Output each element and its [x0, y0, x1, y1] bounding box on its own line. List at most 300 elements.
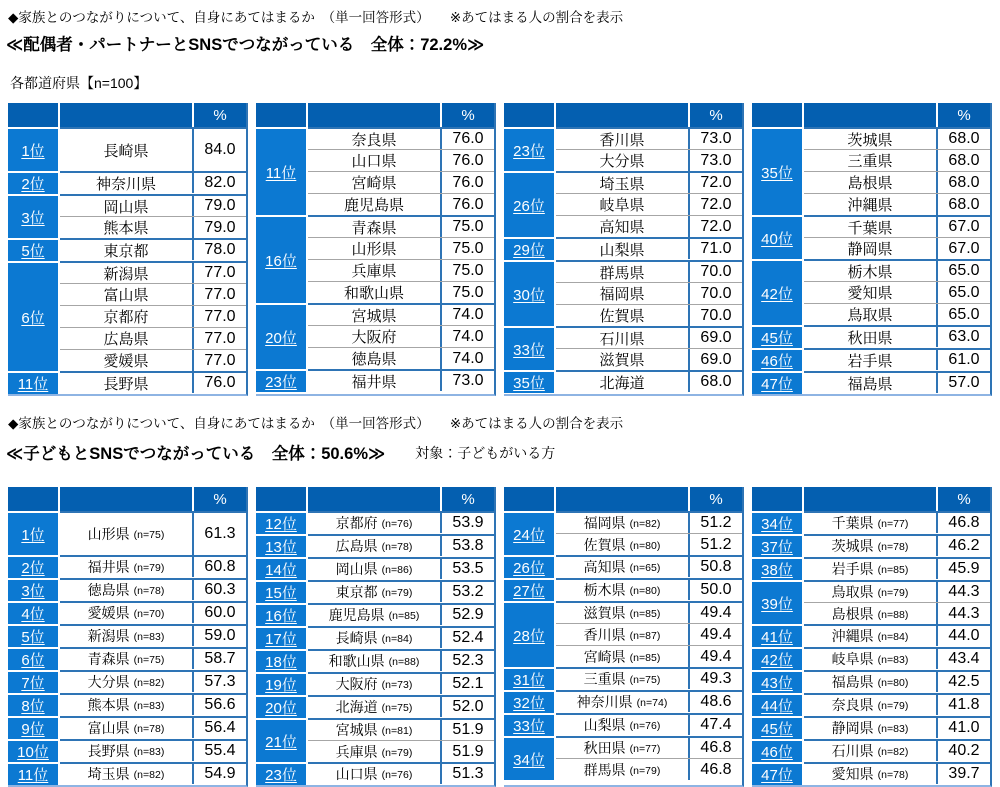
prefecture-cell	[804, 327, 936, 347]
percent-cell: 77.0	[192, 263, 246, 283]
section2-headline: ≪子どもとSNSでつながっている 全体：50.6%≫	[6, 445, 386, 463]
rank-cell: 9位	[8, 716, 60, 739]
table-row	[60, 171, 246, 193]
rank-cell: 16位	[256, 215, 308, 303]
prefecture-name: 和歌山県	[343, 285, 404, 302]
rank-cell: 40位	[752, 215, 804, 259]
prefecture-name: 宮城県	[335, 722, 378, 738]
rank-group-rows	[556, 578, 742, 601]
percent-cell: 53.5	[440, 559, 494, 579]
rank-cell: 7位	[8, 670, 60, 693]
sample-size: (n=80)	[629, 539, 661, 552]
percent-cell: 43.4	[936, 649, 990, 669]
rank-cell: 21位	[256, 718, 308, 762]
prefecture-name: 栃木県	[847, 263, 893, 281]
percent-cell: 52.1	[440, 674, 494, 694]
prefecture-name: 広島県	[335, 538, 378, 554]
percent-cell: 39.7	[936, 764, 990, 784]
percent-cell: 68.0	[936, 129, 990, 149]
header-prefecture-cell	[804, 103, 936, 127]
percent-cell: 51.9	[440, 720, 494, 740]
header-prefecture-cell	[308, 487, 440, 511]
prefecture-name: 長崎県	[335, 630, 378, 646]
table-row	[60, 238, 246, 260]
ranking-table-spouse-sns	[8, 103, 992, 396]
ranking-block	[256, 103, 496, 396]
table-row	[308, 740, 494, 762]
rank-cell: 42位	[752, 647, 804, 670]
ranking-block	[8, 103, 248, 396]
prefecture-name: 愛媛県	[87, 605, 130, 621]
prefecture-name: 大分県	[599, 153, 645, 170]
percent-cell: 68.0	[688, 372, 742, 392]
prefecture-cell	[556, 557, 688, 577]
table-row	[60, 261, 246, 283]
table-row	[556, 533, 742, 555]
prefecture-cell	[556, 283, 688, 304]
rank-cell: 6位	[8, 647, 60, 670]
prefecture-name: 山形県	[351, 241, 397, 258]
table-row	[804, 259, 990, 281]
rank-group	[504, 736, 742, 780]
rank-group-rows	[556, 690, 742, 713]
sample-size: (n=82)	[133, 677, 165, 689]
question-line-section1: ◆家族とのつながりについて、自身にあてはまるか （単一回答形式） ※あてはまる人の割合を表示	[8, 10, 624, 25]
prefecture-name: 広島県	[103, 331, 149, 348]
percent-cell: 73.0	[688, 129, 742, 149]
table-row	[556, 511, 742, 533]
rank-group	[504, 690, 742, 713]
rank-cell: 26位	[504, 171, 556, 237]
rank-cell: 46位	[752, 348, 804, 371]
prefecture-name: 京都府	[103, 309, 149, 326]
header-percent-cell: %	[440, 487, 494, 511]
percent-cell: 73.0	[688, 150, 742, 171]
percent-cell: 49.4	[688, 603, 742, 623]
prefecture-cell	[556, 534, 688, 555]
percent-cell: 51.2	[688, 513, 742, 533]
rank-cell: 11位	[8, 762, 60, 785]
table-row	[556, 601, 742, 623]
prefecture-name: 兵庫県	[335, 743, 378, 760]
prefecture-cell	[60, 263, 192, 283]
rank-cell: 18位	[256, 649, 308, 672]
table-row	[556, 171, 742, 193]
rank-cell: 34位	[752, 511, 804, 534]
table-row	[556, 237, 742, 259]
rank-group-rows	[308, 557, 494, 580]
percent-cell: 49.4	[688, 646, 742, 667]
rank-group-rows	[804, 624, 990, 647]
rank-group-rows	[556, 511, 742, 555]
table-row	[308, 127, 494, 149]
rank-group-rows	[60, 171, 246, 194]
question-line-section2: ◆家族とのつながりについて、自身にあてはまるか （単一回答形式） ※あてはまる人の割合を表示	[8, 416, 624, 431]
table-row	[556, 758, 742, 780]
prefecture-cell	[60, 306, 192, 327]
rank-group-rows	[308, 127, 494, 215]
rank-group-rows	[308, 580, 494, 603]
rank-cell: 1位	[8, 511, 60, 555]
prefecture-cell	[556, 372, 688, 392]
percent-cell: 76.0	[440, 129, 494, 149]
percent-cell: 50.8	[688, 557, 742, 577]
rank-group	[8, 624, 246, 647]
rank-group	[752, 511, 990, 534]
rank-group-rows	[308, 369, 494, 392]
header-percent-cell: %	[192, 487, 246, 511]
prefecture-name: 愛知県	[847, 285, 893, 302]
header-rank-cell	[256, 103, 308, 127]
percent-cell: 77.0	[192, 328, 246, 349]
table-row	[60, 194, 246, 216]
percent-cell: 55.4	[192, 741, 246, 761]
rank-cell: 31位	[504, 667, 556, 690]
table-row	[556, 690, 742, 712]
table-row	[308, 603, 494, 625]
sample-size: (n=85)	[388, 610, 420, 622]
rank-cell: 15位	[256, 580, 308, 603]
prefecture-cell	[804, 559, 936, 579]
rank-cell: 13位	[256, 534, 308, 557]
table-header-row	[752, 103, 990, 127]
table-row	[556, 555, 742, 577]
rank-group-rows	[308, 649, 494, 672]
prefecture-cell	[804, 172, 936, 193]
table-row	[60, 601, 246, 623]
sample-size: (n=81)	[381, 725, 413, 737]
rank-group-rows	[804, 348, 990, 371]
percent-cell: 70.0	[688, 262, 742, 282]
rank-group	[256, 672, 494, 695]
rank-group	[256, 557, 494, 580]
table-row	[804, 602, 990, 624]
sample-size: (n=77)	[877, 518, 909, 530]
table-row	[556, 623, 742, 645]
prefecture-cell	[804, 238, 936, 259]
sample-size: (n=83)	[133, 746, 165, 758]
rank-group-rows	[60, 578, 246, 601]
section2-headline-row	[6, 440, 555, 464]
rank-group-rows	[556, 601, 742, 667]
rank-group-rows	[804, 534, 990, 557]
percent-cell: 47.4	[688, 715, 742, 735]
ranking-block	[752, 103, 992, 396]
prefecture-cell	[308, 238, 440, 259]
header-rank-cell	[504, 103, 556, 127]
prefecture-name: 鹿児島県	[343, 197, 404, 214]
rank-group	[752, 325, 990, 348]
table-row	[308, 649, 494, 671]
sample-size: (n=76)	[381, 769, 413, 781]
prefecture-cell	[308, 513, 440, 533]
percent-cell: 49.4	[688, 624, 742, 645]
prefecture-cell	[60, 173, 192, 193]
rank-group	[8, 171, 246, 194]
table-row	[60, 578, 246, 600]
prefecture-name: 石川県	[599, 330, 645, 348]
prefecture-name: 千葉県	[847, 219, 893, 237]
prefecture-cell	[308, 628, 440, 648]
sample-size: (n=84)	[381, 633, 413, 645]
rank-cell: 45位	[752, 325, 804, 348]
percent-cell: 72.0	[688, 173, 742, 193]
table-row	[308, 237, 494, 259]
rank-cell: 4位	[8, 601, 60, 624]
rank-group	[256, 369, 494, 392]
rank-cell: 3位	[8, 194, 60, 238]
ranking-block	[752, 487, 992, 787]
prefecture-name: 熊本県	[87, 697, 130, 713]
rank-group	[8, 578, 246, 601]
percent-cell: 78.0	[192, 240, 246, 260]
rank-group-rows	[308, 626, 494, 649]
rank-cell: 29位	[504, 237, 556, 260]
table-row	[60, 371, 246, 393]
table-row	[308, 718, 494, 740]
sample-size: (n=83)	[133, 631, 165, 643]
table-row	[308, 171, 494, 193]
prefecture-cell	[308, 536, 440, 556]
percent-cell: 65.0	[936, 304, 990, 325]
percent-cell: 77.0	[192, 350, 246, 371]
table-row	[804, 237, 990, 259]
prefecture-cell	[60, 580, 192, 600]
prefecture-cell	[60, 649, 192, 669]
prefecture-name: 茨城県	[847, 131, 893, 149]
rank-group	[8, 371, 246, 394]
prefecture-cell	[556, 669, 688, 689]
prefecture-name: 秋田県	[847, 329, 893, 347]
table-row	[556, 304, 742, 326]
prefecture-cell	[308, 326, 440, 347]
prefecture-name: 北海道	[335, 699, 378, 715]
sample-size: (n=86)	[381, 564, 413, 576]
prefecture-cell	[308, 371, 440, 391]
rank-cell: 47位	[752, 762, 804, 785]
prefecture-cell	[556, 646, 688, 667]
prefecture-name: 岩手県	[831, 561, 874, 577]
prefecture-cell	[308, 172, 440, 193]
table-row	[556, 215, 742, 237]
rank-group-rows	[60, 555, 246, 578]
rank-group	[504, 260, 742, 326]
rank-group	[256, 303, 494, 369]
prefecture-name: 高知県	[599, 219, 645, 236]
prefecture-name: 岡山県	[103, 198, 149, 216]
table-row	[60, 349, 246, 371]
rank-cell: 5位	[8, 624, 60, 647]
table-row	[804, 557, 990, 579]
prefecture-cell	[60, 129, 192, 171]
sample-size: (n=78)	[877, 541, 909, 553]
table-row	[60, 127, 246, 171]
rank-group	[8, 511, 246, 555]
rank-group	[8, 555, 246, 578]
prefecture-name: 青森県	[351, 219, 397, 237]
prefecture-name: 徳島県	[351, 351, 397, 368]
rank-group	[752, 557, 990, 580]
rank-group	[752, 670, 990, 693]
rank-cell: 23位	[504, 127, 556, 171]
prefecture-name: 埼玉県	[87, 766, 130, 782]
prefecture-cell	[804, 672, 936, 692]
table-row	[60, 739, 246, 761]
rank-group	[256, 718, 494, 762]
prefecture-cell	[556, 129, 688, 149]
percent-cell: 51.3	[440, 764, 494, 784]
sample-size: (n=75)	[381, 702, 413, 714]
table-row	[556, 326, 742, 348]
header-percent-cell: %	[688, 103, 742, 127]
prefecture-cell	[556, 349, 688, 370]
sample-size: (n=75)	[133, 654, 165, 666]
rank-cell: 38位	[752, 557, 804, 580]
table-header-row	[752, 487, 990, 511]
table-row	[804, 693, 990, 715]
prefecture-name: 大阪府	[335, 676, 378, 692]
percent-cell: 49.3	[688, 669, 742, 689]
rank-group-rows	[804, 716, 990, 739]
prefecture-name: 島根県	[847, 175, 893, 192]
table-row	[804, 171, 990, 193]
prefecture-cell	[556, 173, 688, 193]
prefecture-name: 大阪府	[351, 329, 397, 346]
prefecture-name: 三重県	[847, 153, 893, 170]
table-row	[804, 511, 990, 533]
rank-group-rows	[556, 713, 742, 736]
percent-cell: 68.0	[936, 194, 990, 215]
rank-group-rows	[804, 580, 990, 624]
percent-cell: 54.9	[192, 764, 246, 784]
prefecture-name: 北海道	[599, 374, 645, 392]
rank-group	[504, 601, 742, 667]
rank-cell: 41位	[752, 624, 804, 647]
percent-cell: 40.2	[936, 741, 990, 761]
table-row	[308, 511, 494, 533]
sample-size: (n=79)	[877, 700, 909, 712]
percent-cell: 53.9	[440, 513, 494, 533]
prefecture-cell	[308, 260, 440, 281]
percent-cell: 46.8	[936, 513, 990, 533]
header-percent-cell: %	[440, 103, 494, 127]
prefecture-name: 岩手県	[847, 352, 893, 370]
sample-size: (n=87)	[629, 629, 661, 642]
percent-cell: 72.0	[688, 194, 742, 215]
prefecture-cell	[804, 150, 936, 171]
rank-group	[504, 127, 742, 171]
rank-group	[752, 348, 990, 371]
prefecture-name: 京都府	[335, 515, 378, 531]
rank-group	[752, 624, 990, 647]
header-percent-cell: %	[936, 103, 990, 127]
prefecture-name: 愛媛県	[103, 353, 149, 370]
percent-cell: 52.3	[440, 651, 494, 671]
prefecture-name: 奈良県	[831, 697, 874, 713]
table-row	[308, 626, 494, 648]
rank-group-rows	[60, 127, 246, 171]
prefecture-name: 鳥取県	[831, 584, 874, 600]
percent-cell: 56.6	[192, 695, 246, 715]
prefecture-cell	[308, 150, 440, 171]
header-prefecture-cell	[60, 487, 192, 511]
prefecture-name: 和歌山県	[328, 653, 385, 669]
prefecture-name: 鳥取県	[847, 307, 893, 324]
rank-group	[504, 555, 742, 578]
header-percent-cell: %	[936, 487, 990, 511]
rank-cell: 3位	[8, 578, 60, 601]
rank-group	[256, 511, 494, 534]
rank-group-rows	[804, 647, 990, 670]
rank-group-rows	[308, 303, 494, 369]
percent-cell: 53.2	[440, 582, 494, 602]
sample-size: (n=79)	[381, 746, 413, 759]
prefecture-cell	[556, 580, 688, 600]
header-prefecture-cell	[308, 103, 440, 127]
rank-cell: 1位	[8, 127, 60, 171]
table-header-row	[256, 487, 494, 511]
percent-cell: 69.0	[688, 328, 742, 348]
ranking-block	[504, 103, 744, 396]
header-prefecture-cell	[556, 103, 688, 127]
table-row	[308, 672, 494, 694]
prefecture-cell	[308, 282, 440, 303]
prefecture-name: 栃木県	[583, 582, 626, 598]
rank-group	[256, 626, 494, 649]
sample-size: (n=79)	[381, 587, 413, 599]
percent-cell: 48.6	[688, 692, 742, 712]
rank-group	[256, 580, 494, 603]
rank-group-rows	[308, 695, 494, 718]
percent-cell: 57.0	[936, 373, 990, 393]
table-row	[308, 695, 494, 717]
prefecture-cell	[60, 196, 192, 216]
prefecture-cell	[60, 513, 192, 555]
header-rank-cell	[752, 103, 804, 127]
prefecture-cell	[308, 741, 440, 762]
sample-size: (n=73)	[381, 679, 413, 691]
percent-cell: 75.0	[440, 282, 494, 303]
rank-group-rows	[804, 739, 990, 762]
percent-cell: 61.0	[936, 350, 990, 370]
rank-cell: 35位	[504, 370, 556, 393]
prefecture-name: 香川県	[599, 131, 645, 149]
percent-cell: 42.5	[936, 672, 990, 692]
sample-size: (n=75)	[629, 674, 661, 686]
prefecture-cell	[556, 262, 688, 282]
prefecture-cell	[804, 261, 936, 281]
table-row	[804, 303, 990, 325]
prefecture-cell	[308, 651, 440, 671]
sample-size: (n=75)	[133, 529, 165, 541]
prefecture-cell	[804, 718, 936, 738]
table-row	[556, 127, 742, 149]
table-row	[60, 624, 246, 646]
prefecture-name: 佐賀県	[599, 308, 645, 325]
prefecture-cell	[804, 741, 936, 761]
prefecture-cell	[60, 672, 192, 692]
percent-cell: 65.0	[936, 261, 990, 281]
percent-cell: 75.0	[440, 260, 494, 281]
percent-cell: 50.0	[688, 580, 742, 600]
sample-size: (n=82)	[629, 518, 661, 530]
rank-group-rows	[308, 534, 494, 557]
rank-cell: 8位	[8, 693, 60, 716]
rank-group-rows	[556, 171, 742, 237]
percent-cell: 82.0	[192, 173, 246, 193]
table-row	[804, 670, 990, 692]
rank-group	[504, 578, 742, 601]
